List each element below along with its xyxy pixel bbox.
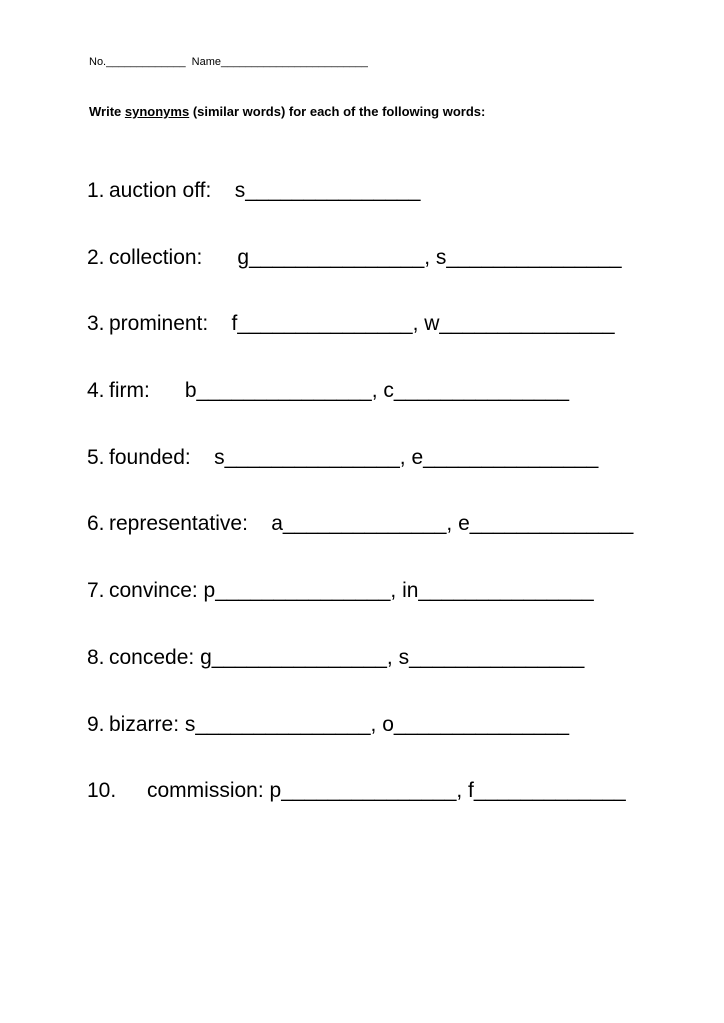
- item-text: concede: g_______________, s_______________: [109, 645, 585, 669]
- item-text: convince: p_______________, in_______________: [109, 579, 594, 603]
- instruction-underlined-word: synonyms: [124, 104, 190, 119]
- item-number: 9.: [87, 712, 105, 736]
- item-text: auction off: s_______________: [109, 179, 421, 202]
- list-item: [87, 443, 633, 510]
- item-number: 7.: [87, 579, 105, 603]
- list-item: [87, 776, 633, 843]
- item-text: commission: p_______________, f_____________: [147, 779, 626, 803]
- item-number: 1.: [87, 179, 105, 202]
- number-field: No._____________: [89, 56, 186, 68]
- list-item: [87, 710, 633, 777]
- list-item: [87, 243, 633, 310]
- item-number: 8.: [87, 645, 105, 669]
- item-number: 10.: [87, 779, 117, 803]
- list-item: [87, 309, 633, 376]
- item-number: 2.: [87, 245, 105, 269]
- instruction-suffix: (similar words) for each of the following words:: [189, 104, 486, 119]
- list-item: [87, 509, 633, 576]
- item-text: bizarre: s_______________, o_______________: [109, 712, 570, 736]
- instruction-prefix: Write: [89, 104, 125, 119]
- list-item: [87, 643, 633, 710]
- item-text: representative: a______________, e______________: [109, 512, 634, 536]
- item-text: collection: g_______________, s_______________: [109, 245, 622, 269]
- item-number: 5.: [87, 445, 105, 469]
- item-text: founded: s_______________, e_______________: [109, 445, 599, 469]
- header-fields: [89, 56, 368, 68]
- synonym-list: [87, 176, 633, 843]
- name-field: Name________________________: [191, 56, 368, 68]
- item-number: 4.: [87, 379, 105, 403]
- list-item: [87, 376, 633, 443]
- item-number: 3.: [87, 312, 105, 336]
- item-number: 6.: [87, 512, 105, 536]
- list-item: [87, 576, 633, 643]
- list-item: [87, 176, 633, 243]
- instruction-text: [89, 104, 485, 119]
- item-text: prominent: f_______________, w_______________: [109, 312, 615, 336]
- item-text: firm: b_______________, c_______________: [109, 379, 570, 403]
